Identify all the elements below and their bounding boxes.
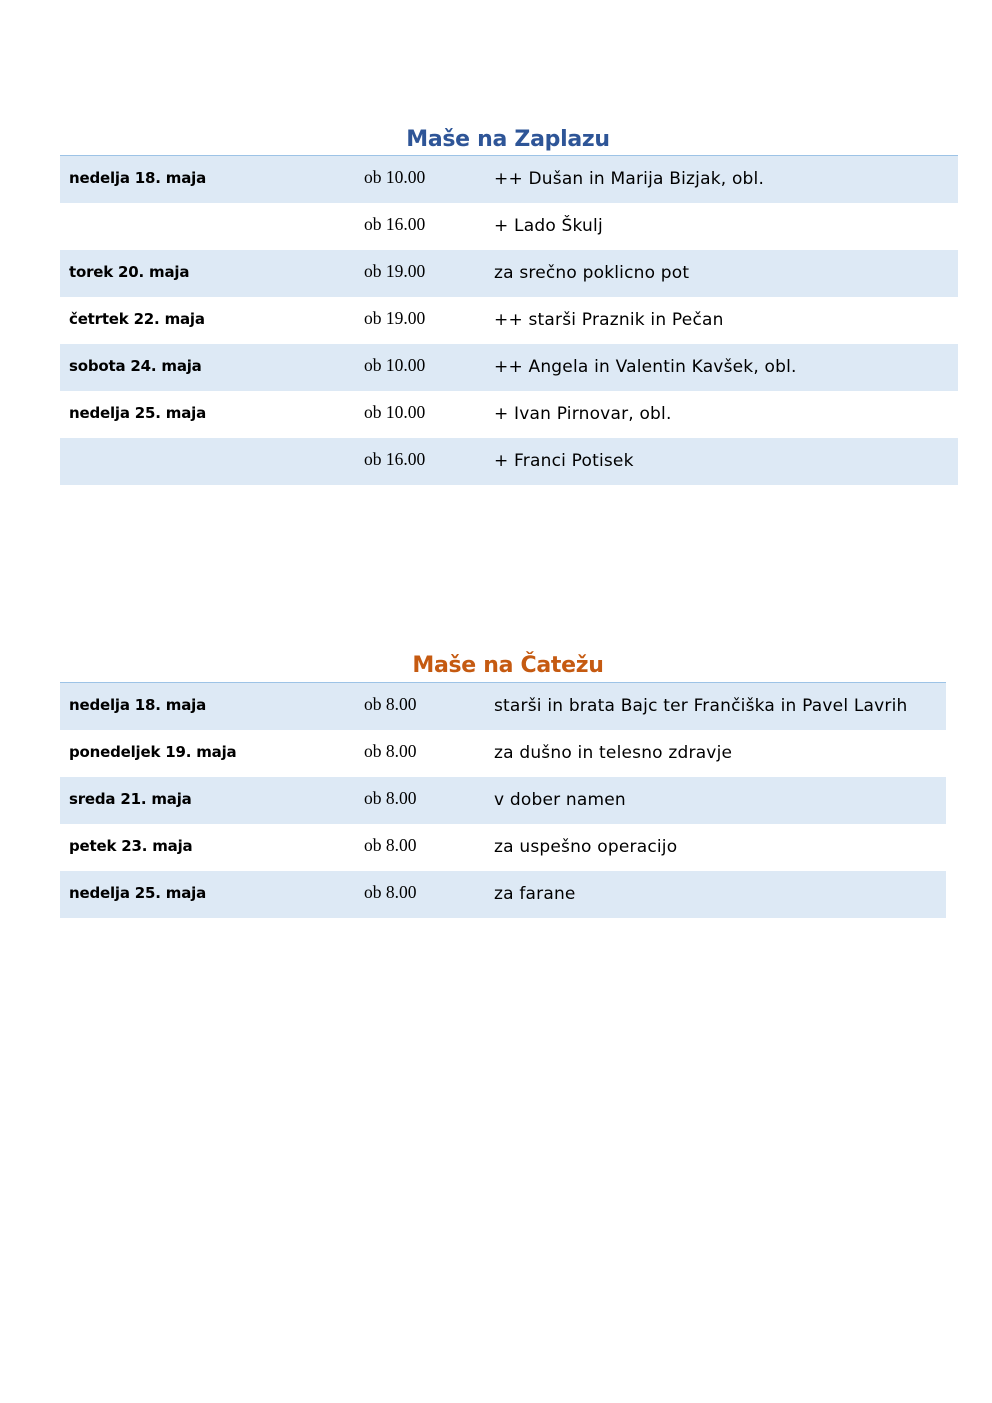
intention-cell: v dober namen xyxy=(494,790,626,810)
time-cell: ob 16.00 xyxy=(364,449,426,469)
table-row xyxy=(60,871,946,918)
intention-cell: + Franci Potisek xyxy=(494,451,634,471)
day-cell: ponedeljek 19. maja xyxy=(69,743,237,761)
intention-cell: ++ starši Praznik in Pečan xyxy=(494,310,724,330)
day-cell: nedelja 18. maja xyxy=(69,169,207,187)
intention-cell: ++ Angela in Valentin Kavšek, obl. xyxy=(494,357,797,377)
time-cell: ob 8.00 xyxy=(364,694,417,714)
time-cell: ob 8.00 xyxy=(364,741,417,761)
intention-cell: za uspešno operacijo xyxy=(494,837,678,857)
section-title-zaplaz: Maše na Zaplazu xyxy=(406,127,610,153)
table-row xyxy=(60,777,946,824)
intention-cell: za dušno in telesno zdravje xyxy=(494,743,733,763)
day-cell: nedelja 25. maja xyxy=(69,404,207,422)
day-cell: nedelja 25. maja xyxy=(69,884,207,902)
time-cell: ob 10.00 xyxy=(364,402,426,422)
intention-cell: starši in brata Bajc ter Frančiška in Pavel Lavrih xyxy=(494,696,908,716)
intention-cell: + Lado Škulj xyxy=(494,216,603,236)
day-cell: petek 23. maja xyxy=(69,837,193,855)
day-cell: nedelja 18. maja xyxy=(69,696,207,714)
table-row xyxy=(60,824,946,871)
time-cell: ob 10.00 xyxy=(364,167,426,187)
table-row xyxy=(60,730,946,777)
table-row xyxy=(60,297,958,344)
table-row xyxy=(60,250,958,297)
table-row xyxy=(60,438,958,485)
intention-cell: za farane xyxy=(494,884,576,904)
intention-cell: za srečno poklicno pot xyxy=(494,263,690,283)
time-cell: ob 8.00 xyxy=(364,882,417,902)
table-row xyxy=(60,391,958,438)
time-cell: ob 19.00 xyxy=(364,308,426,328)
table-row xyxy=(60,203,958,250)
table-row xyxy=(60,683,946,730)
time-cell: ob 8.00 xyxy=(364,835,417,855)
intention-cell: ++ Dušan in Marija Bizjak, obl. xyxy=(494,169,765,189)
time-cell: ob 19.00 xyxy=(364,261,426,281)
mass-schedule-table-zaplaz xyxy=(60,155,958,485)
day-cell: četrtek 22. maja xyxy=(69,310,205,328)
time-cell: ob 16.00 xyxy=(364,214,426,234)
day-cell: sreda 21. maja xyxy=(69,790,192,808)
mass-schedule-table-catez xyxy=(60,682,946,918)
section-title-catez: Maše na Čatežu xyxy=(412,653,604,679)
day-cell: sobota 24. maja xyxy=(69,357,202,375)
table-row xyxy=(60,344,958,391)
day-cell: torek 20. maja xyxy=(69,263,190,281)
time-cell: ob 8.00 xyxy=(364,788,417,808)
time-cell: ob 10.00 xyxy=(364,355,426,375)
intention-cell: + Ivan Pirnovar, obl. xyxy=(494,404,672,424)
table-row xyxy=(60,156,958,203)
